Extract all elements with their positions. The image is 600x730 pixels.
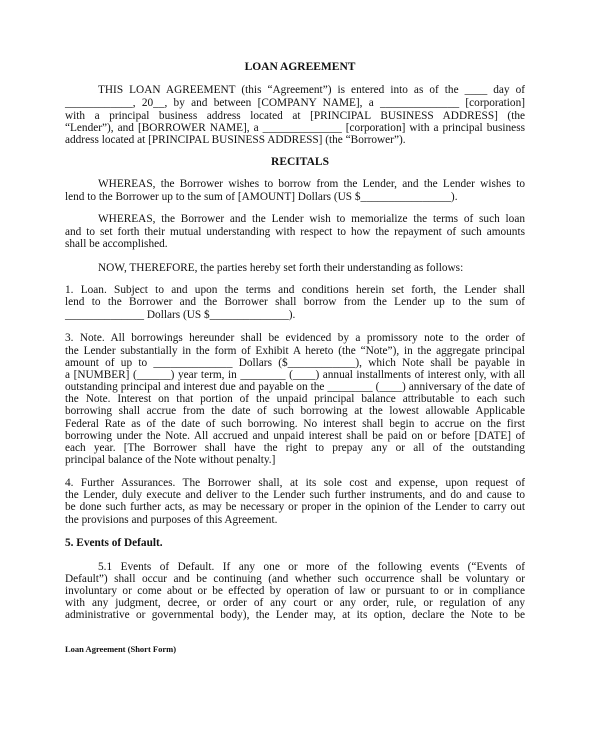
text-line: WHEREAS, the Borrower wishes to borrow from the Lender, and the Lender wishes to	[98, 178, 525, 190]
text-line: NOW, THEREFORE, the parties hereby set forth their understanding as follows:	[98, 262, 464, 274]
text-line: borrowing shall accrue from the date of such borrowing at the lowest allowable Applicable	[65, 405, 525, 417]
text-line: the provisions and purposes of this Agreement.	[65, 514, 278, 526]
text-line: each year. [The Borrower shall have the right to prepay any or all of the outstanding	[65, 442, 525, 454]
text-line: be done such further acts, as may be necessary or proper in the opinion of the Lender to carry out	[65, 501, 525, 513]
text-line: the Note. Interest on that portion of the unpaid principal balance attributable to each such	[65, 393, 525, 405]
text-line: involuntary or come about or be effected by operation of law or pursuant to or in compliance	[65, 585, 525, 597]
text-line: 3. Note. All borrowings hereunder shall be evidenced by a promissory note to the order of	[65, 332, 525, 344]
text-line: shall be accomplished.	[65, 238, 168, 250]
text-line: amount of up to ______________ Dollars ($____________), which Note shall be payable in	[65, 357, 525, 369]
text-line: lend to the Borrower and the Borrower shall borrow from the Lender up to the sum of	[65, 296, 525, 308]
text-line: with a principal business address located at [PRINCIPAL BUSINESS ADDRESS] (the	[65, 110, 525, 122]
text-line: 5.1 Events of Default. If any one or more of the following events (“Events of	[98, 561, 525, 573]
text-line: borrowing under the Note. All accrued and unpaid interest shall be paid on or before [DATE] of	[65, 430, 525, 442]
text-line: a [NUMBER] (______) year term, in ________ (____) annual installments of interest only, with all	[65, 369, 525, 381]
text-line: administrative or governmental body), the Lender may, at its option, declare the Note to be	[65, 609, 525, 621]
text-line: the Lender, duly execute and deliver to the Lender such further instruments, and do and cause to	[65, 489, 525, 501]
text-line: and to set forth their mutual understanding with respect to how the repayment of such amounts	[65, 226, 525, 238]
text-line: the Lender substantially in the form of Exhibit A hereto (the “Note”), in the aggregate principal	[65, 345, 525, 357]
text-line: ____________, 20__, by and between [COMPANY NAME], a ______________ [corporation]	[65, 97, 525, 109]
text-line: principal balance of the Note without penalty.]	[65, 454, 276, 466]
recitals-heading: RECITALS	[271, 156, 329, 168]
text-line: “Lender”), and [BORROWER NAME], a ______________ [corporation] with a principal business	[65, 122, 525, 134]
page-footer: Loan Agreement (Short Form)	[65, 644, 177, 654]
document-title: LOAN AGREEMENT	[244, 61, 356, 73]
text-line: lend to the Borrower up to the sum of [AMOUNT] Dollars (US $________________).	[65, 191, 458, 203]
text-line: with any judgment, decree, or order of any court or any order, rule, or regulation of any	[65, 597, 525, 609]
text-line: WHEREAS, the Borrower and the Lender wish to memorialize the terms of such loan	[98, 213, 525, 225]
text-line: 4. Further Assurances. The Borrower shall, at its sole cost and expense, upon request of	[65, 477, 525, 489]
text-line: Federal Rate as of the date of such borrowing. No interest shall begin to accrue on the first	[65, 418, 525, 430]
text-line: 1. Loan. Subject to and upon the terms and conditions herein set forth, the Lender shall	[65, 284, 525, 296]
text-line: 5. Events of Default.	[65, 537, 163, 549]
text-line: Default”) shall occur and be continuing (and whether such occurrence shall be voluntary or	[65, 573, 525, 585]
text-line: ______________ Dollars (US $______________).	[65, 309, 296, 321]
text-line: outstanding principal and interest due and payable on the ________ (____) anniversary of the date of	[65, 381, 525, 393]
text-line: address located at [PRINCIPAL BUSINESS ADDRESS] (the “Borrower”).	[65, 134, 406, 146]
text-line: THIS LOAN AGREEMENT (this “Agreement”) is entered into as of the ____ day of	[98, 84, 525, 96]
